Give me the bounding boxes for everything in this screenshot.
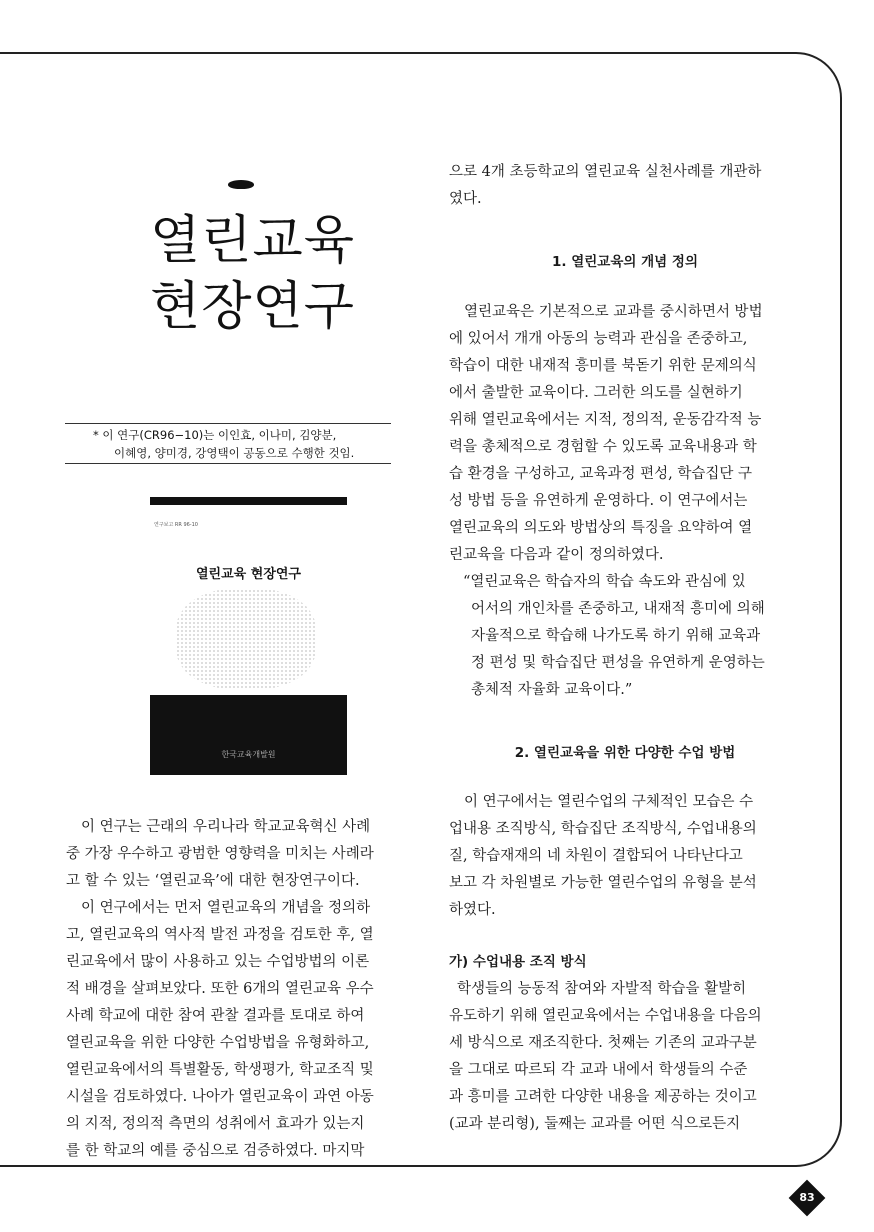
- article-title: [150, 208, 355, 340]
- text-line: 사례 학교에 대한 참여 관찰 결과를 토대로 하여: [66, 1008, 365, 1024]
- quote-line: 자율적으로 학습해 나가도록 하기 위해 교육과: [471, 628, 761, 644]
- section-heading-1: 1. 열린교육의 개념 정의: [552, 254, 698, 270]
- text-line: 열린교육의 의도와 방법상의 특징을 요약하여 열: [449, 520, 753, 536]
- cover-top-bar: [150, 497, 347, 505]
- text-line: 이 연구에서는 열린수업의 구체적인 모습은 수: [464, 794, 754, 810]
- text-line: 시설을 검토하였다. 나아가 열린교육이 과연 아동: [66, 1089, 374, 1105]
- title-line-2: 현장연구: [150, 277, 355, 337]
- left-column-text: [66, 814, 416, 1165]
- text-line: 보고 각 차원별로 가능한 열린수업의 유형을 분석: [449, 875, 757, 891]
- quote-line: 어서의 개인차를 존중하고, 내재적 흥미에 의해: [471, 601, 765, 617]
- text-line: 이 연구에서는 먼저 열린교육의 개념을 정의하: [81, 900, 371, 916]
- section-heading-2: 2. 열린교육을 위한 다양한 수업 방법: [514, 745, 736, 761]
- text-line: 학생들의 능동적 참여와 자발적 학습을 활발히: [457, 981, 747, 997]
- text-line: 였다.: [449, 191, 482, 207]
- text-line: 업내용 조직방식, 학습집단 조직방식, 수업내용의: [449, 821, 757, 837]
- subsection-heading: 가) 수업내용 조직 방식: [449, 954, 587, 970]
- text-line: (교과 분리형), 둘째는 교과를 어떤 식으로든지: [449, 1116, 741, 1132]
- cover-series-label: 연구보고 RR 96-10: [154, 522, 198, 528]
- text-line: 이 연구는 근래의 우리나라 학교교육혁신 사례: [81, 819, 371, 835]
- text-line: 성 방법 등을 유연하게 운영하다. 이 연구에서는: [449, 493, 748, 509]
- cover-publisher: 한국교육개발원: [221, 750, 276, 759]
- text-line: 위해 열린교육에서는 지적, 정의적, 운동감각적 능: [449, 412, 762, 428]
- text-line: 중 가장 우수하고 광범한 영향력을 미치는 사례라: [66, 846, 374, 862]
- note-line-1: * 이 연구(CR96−10)는 이인효, 이나미, 김양분,: [93, 428, 337, 442]
- cover-bottom-band: [150, 695, 347, 775]
- page-number: 83: [799, 1191, 815, 1204]
- text-line: 린교육을 다음과 같이 정의하였다.: [449, 547, 664, 563]
- text-line: 질, 학습재재의 네 차원이 결합되어 나타난다고: [449, 848, 743, 864]
- text-line: 세 방식으로 재조직한다. 첫째는 기존의 교과구분: [449, 1035, 757, 1051]
- cover-dot-pattern: [176, 589, 316, 689]
- text-line: 하였다.: [449, 902, 496, 918]
- quote-line: “열린교육은 학습자의 학습 속도와 관심에 있: [463, 574, 746, 590]
- text-line: 습 환경을 구성하고, 교육과정 편성, 학습집단 구: [449, 466, 753, 482]
- text-line: 열린교육을 위한 다양한 수업방법을 유형화하고,: [66, 1035, 370, 1051]
- title-line-1: 열린교육: [150, 211, 355, 271]
- text-line: 고 할 수 있는 ‘열린교육’에 대한 현장연구이다.: [66, 873, 360, 889]
- note-line-2: 이혜영, 양미경, 강영택이 공동으로 수행한 것임.: [114, 446, 355, 460]
- text-line: 를 한 학교의 예를 중심으로 검증하였다. 마지막: [66, 1143, 365, 1159]
- text-line: 으로 4개 초등학교의 열린교육 실천사례를 개관하: [449, 164, 762, 180]
- cover-title: 열린교육 현장연구: [196, 567, 301, 582]
- right-column-text: [449, 159, 801, 1138]
- text-line: 고, 열린교육의 역사적 발전 과정을 검토한 후, 열: [66, 927, 374, 943]
- text-line: 에서 출발한 교육이다. 그러한 의도를 실현하기: [449, 385, 743, 401]
- quote-line: 정 편성 및 학습집단 편성을 유연하게 운영하는: [471, 655, 765, 671]
- text-line: 학습이 대한 내재적 흥미를 북돋기 위한 문제의식: [449, 358, 757, 374]
- text-line: 열린교육에서의 특별활동, 학생평가, 학교조직 및: [66, 1062, 374, 1078]
- text-line: 을 그대로 따르되 각 교과 내에서 학생들의 수준: [449, 1062, 748, 1078]
- text-line: 력을 총체적으로 경험할 수 있도록 교육내용과 학: [449, 439, 757, 455]
- text-line: 열린교육은 기본적으로 교과를 중시하면서 방법: [464, 304, 763, 320]
- text-line: 의 지적, 정의적 측면의 성취에서 효과가 있는지: [66, 1116, 365, 1132]
- text-line: 과 흥미를 고려한 다양한 내용을 제공하는 것이고: [449, 1089, 757, 1105]
- text-line: 린교육에서 많이 사용하고 있는 수업방법의 이론: [66, 954, 370, 970]
- quote-line: 총체적 자율화 교육이다.”: [471, 682, 633, 698]
- research-credit-note: [65, 423, 391, 464]
- text-line: 적 배경을 살펴보았다. 또한 6개의 열린교육 우수: [66, 981, 374, 997]
- text-line: 에 있어서 개개 아동의 능력과 관심을 존중하고,: [449, 331, 748, 347]
- text-line: 유도하기 위해 열린교육에서는 수업내용을 다음의: [449, 1008, 762, 1024]
- report-cover-image: [150, 497, 347, 775]
- definition-quote: [449, 569, 801, 704]
- title-ornament: [228, 180, 254, 189]
